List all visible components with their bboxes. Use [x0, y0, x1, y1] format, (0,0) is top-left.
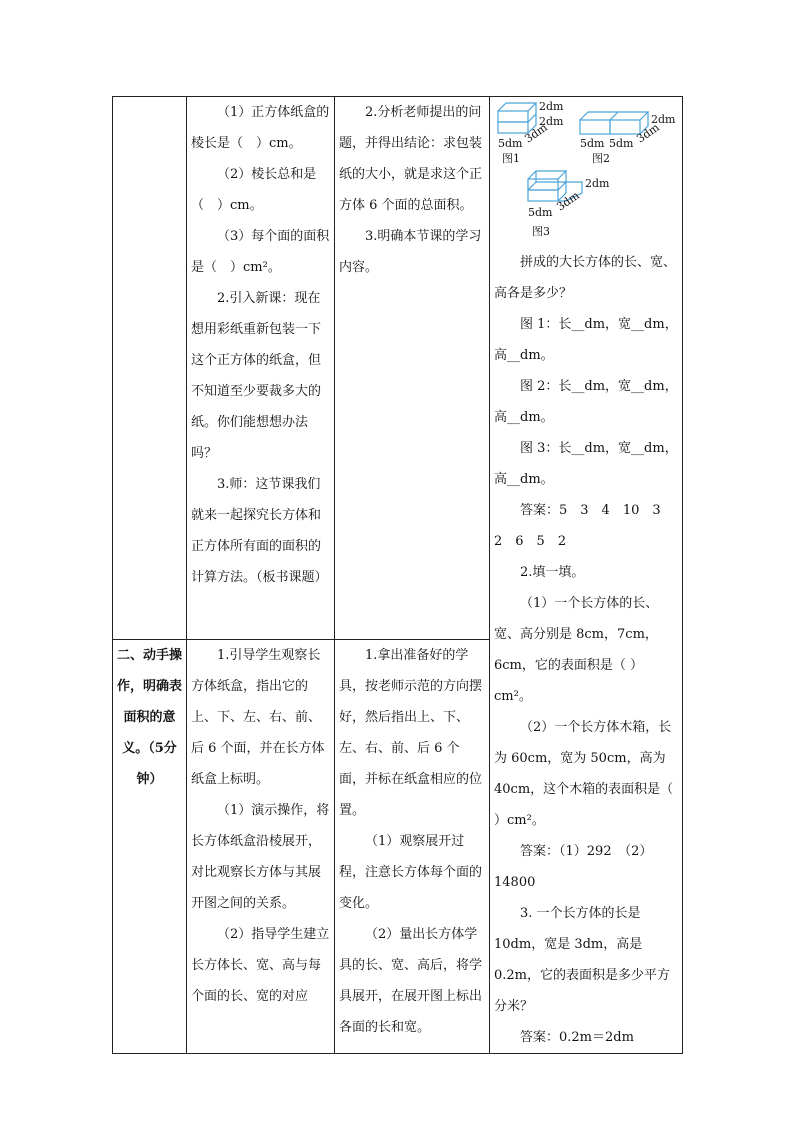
paragraph: 2.引入新课：现在想用彩纸重新包装一下这个正方体的纸盒，但不知道至少要裁多大的纸。你们能想想办法吗？ [191, 291, 322, 461]
paragraph: 1.引导学生观察长方体纸盒，指出它的上、下、左、右、前、后 6 个面，并在长方体纸盒上标明。 [191, 648, 325, 788]
paragraph: （2）一个长方体木箱，长为 60cm，宽为 50cm，高为 40cm，这个木箱的表面积是（ ）cm²。 [494, 720, 674, 828]
paragraph: （1）一个长方体的长、宽、高分别是 8cm，7cm，6cm，它的表面积是（ ）cm²。 [494, 596, 659, 704]
table-row [113, 97, 683, 640]
paragraph: 2.填一填。 [520, 565, 585, 580]
fig3-caption: 图3 [532, 225, 550, 238]
fig2-label: 3dm [634, 120, 662, 146]
exercise-cell [490, 97, 683, 1054]
student-activity-cell [335, 640, 490, 1054]
paragraph: （1）正方体纸盒的棱长是（ ）cm。 [191, 105, 330, 151]
stage-cell-empty [113, 97, 187, 640]
paragraph: 3. 一个长方体的长是 10dm，宽是 3dm，高是 0.2m，它的表面积是多少平方分米？ [494, 906, 671, 1014]
student-activity-cell [335, 97, 490, 640]
answer: 答案：0.2m＝2dm [520, 1030, 634, 1045]
paragraph: 图 2：长__dm，宽__dm，高__dm。 [494, 379, 678, 425]
stage-title: 二、动手操作，明确表面积的意义。（5分钟） [113, 640, 187, 1054]
fig3-label: 5dm [528, 206, 553, 219]
paragraph: 图 3：长__dm，宽__dm，高__dm。 [494, 441, 678, 487]
paragraph: 1.拿出准备好的学具，按老师示范的方向摆好，然后指出上、下、左、右、前、后 6 个面，并标在纸盒相应的位置。 [339, 648, 483, 819]
paragraph: （1）演示操作，将长方体纸盒沿棱展开，对比观察长方体与其展开图之间的关系。 [191, 803, 330, 912]
paragraph: 3.师：这节课我们就来一起探究长方体和正方体所有面的面积的计算方法。（板书课题） [191, 477, 328, 585]
paragraph: 图 1：长__dm，宽__dm，高__dm。 [494, 317, 678, 363]
paragraph: 拼成的大长方体的长、宽、高各是多少？ [494, 255, 677, 301]
paragraph: （2）棱长总和是（ ）cm。 [191, 167, 317, 213]
paragraph: （1）观察展开过程，注意长方体每个面的变化。 [339, 834, 483, 912]
fig2-label: 5dm [609, 137, 634, 150]
fig1-label: 5dm [498, 137, 523, 150]
fig2-label: 5dm [580, 137, 605, 150]
paragraph: （2）指导学生建立长方体长、宽、高与每个面的长、宽的对应 [191, 927, 330, 1005]
fig3-label: 2dm [585, 177, 610, 190]
lesson-plan-table [112, 96, 683, 1054]
fig1-caption: 图1 [502, 152, 520, 165]
cuboid-figures [494, 97, 678, 247]
paragraph: （2）量出长方体学具的长、宽、高后，将学具展开，在展开图上标出各面的长和宽。 [339, 927, 483, 1036]
teacher-activity-cell [187, 640, 335, 1054]
fig1-label: 2dm [539, 115, 564, 128]
teacher-activity-cell [187, 97, 335, 640]
answer: 答案：5 3 4 10 3 2 6 5 2 [494, 503, 674, 549]
fig2-caption: 图2 [592, 152, 610, 165]
fig2-label: 2dm [651, 113, 676, 126]
fig1-label: 2dm [539, 100, 564, 113]
paragraph: 3.明确本节课的学习内容。 [339, 229, 482, 275]
cuboid-diagrams-svg [494, 97, 679, 247]
paragraph: （3）每个面的面积是（ ）cm²。 [191, 229, 330, 275]
fig1-label: 3dm [522, 120, 550, 146]
fig3-label: 3dm [554, 188, 582, 214]
paragraph: 2.分析老师提出的问题，并得出结论：求包装纸的大小，就是求这个正方体 6 个面的总面积。 [339, 105, 483, 213]
answer: 答案：（1）292 （2）14800 [494, 844, 653, 890]
